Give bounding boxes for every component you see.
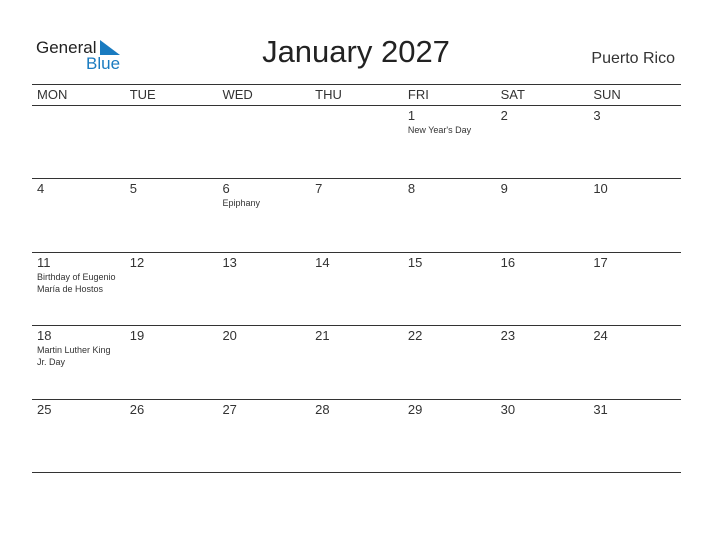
day-number: 15 bbox=[407, 254, 423, 270]
day-cell bbox=[403, 400, 496, 472]
day-number: 5 bbox=[129, 181, 137, 197]
day-cell bbox=[310, 106, 403, 178]
day-cell bbox=[32, 179, 125, 251]
day-number: 27 bbox=[222, 401, 237, 417]
day-number: 4 bbox=[37, 181, 45, 197]
day-cell bbox=[588, 326, 681, 398]
day-cell bbox=[217, 179, 310, 251]
holiday-label: Martin Luther King Jr. Day bbox=[37, 345, 111, 368]
day-cell bbox=[496, 326, 589, 398]
day-cell bbox=[217, 106, 310, 178]
day-cell bbox=[32, 326, 125, 398]
day-number: 30 bbox=[500, 401, 516, 417]
day-number: 24 bbox=[593, 328, 608, 344]
day-number: 14 bbox=[315, 254, 330, 270]
day-cell bbox=[217, 326, 310, 398]
holiday-label: Epiphany bbox=[222, 198, 260, 209]
day-cell bbox=[310, 253, 403, 325]
weekday-sat: SAT bbox=[500, 87, 525, 102]
day-cell bbox=[125, 106, 218, 178]
day-cell bbox=[496, 253, 589, 325]
holiday-label: Birthday of Eugenio María de Hostos bbox=[37, 271, 116, 294]
day-number: 3 bbox=[593, 108, 601, 123]
weekday-thu: THU bbox=[315, 87, 342, 102]
day-cell bbox=[403, 326, 496, 398]
day-cell bbox=[32, 106, 125, 178]
day-number: 8 bbox=[407, 181, 416, 197]
day-number: 29 bbox=[407, 401, 423, 417]
day-number: 26 bbox=[129, 401, 145, 417]
day-number: 22 bbox=[407, 328, 423, 344]
day-number: 31 bbox=[593, 401, 608, 417]
day-number: 13 bbox=[222, 254, 237, 270]
day-cell bbox=[125, 253, 218, 325]
day-cell bbox=[32, 400, 125, 472]
region-label: Puerto Rico bbox=[591, 50, 675, 67]
week-row bbox=[32, 179, 681, 252]
day-cell bbox=[32, 253, 125, 325]
weekday-fri: FRI bbox=[407, 87, 429, 102]
week-row bbox=[32, 326, 681, 399]
day-cell bbox=[310, 326, 403, 398]
day-cell bbox=[217, 253, 310, 325]
day-cell bbox=[125, 326, 218, 398]
day-number: 6 bbox=[222, 181, 230, 197]
day-number: 20 bbox=[222, 328, 237, 344]
day-cell bbox=[496, 179, 589, 251]
day-cell bbox=[588, 106, 681, 178]
day-cell bbox=[125, 400, 218, 472]
day-number: 1 bbox=[407, 108, 416, 123]
day-number: 12 bbox=[129, 254, 145, 270]
logo-text-general: General bbox=[36, 38, 97, 57]
day-cell bbox=[588, 400, 681, 472]
weekday-mon: MON bbox=[37, 87, 68, 102]
day-number: 16 bbox=[500, 254, 516, 270]
calendar-grid bbox=[32, 84, 681, 473]
holiday-label: New Year's Day bbox=[407, 125, 472, 135]
weekday-sun: SUN bbox=[593, 87, 621, 102]
weekday-tue: TUE bbox=[129, 87, 156, 102]
weekday-header bbox=[32, 84, 681, 106]
day-number: 25 bbox=[37, 401, 52, 417]
day-number: 11 bbox=[37, 254, 51, 270]
day-cell bbox=[403, 106, 496, 178]
calendar-title: January 2027 bbox=[262, 34, 450, 69]
day-cell bbox=[403, 179, 496, 251]
day-number: 17 bbox=[593, 254, 608, 270]
day-number: 23 bbox=[500, 328, 516, 344]
day-number: 19 bbox=[129, 328, 145, 344]
day-cell bbox=[496, 106, 589, 178]
day-cell bbox=[310, 400, 403, 472]
day-number: 2 bbox=[500, 108, 508, 123]
day-cell bbox=[496, 400, 589, 472]
day-cell bbox=[125, 179, 218, 251]
day-cell bbox=[310, 179, 403, 251]
day-cell bbox=[403, 253, 496, 325]
week-row bbox=[32, 400, 681, 473]
day-number: 28 bbox=[315, 401, 330, 417]
day-cell bbox=[588, 179, 681, 251]
day-number: 7 bbox=[315, 181, 323, 197]
day-number: 9 bbox=[500, 181, 508, 197]
day-number: 10 bbox=[593, 181, 608, 197]
weekday-wed: WED bbox=[222, 87, 253, 102]
day-cell bbox=[588, 253, 681, 325]
day-cell bbox=[217, 400, 310, 472]
day-number: 21 bbox=[315, 328, 330, 344]
day-number: 18 bbox=[37, 328, 52, 344]
logo-text-blue: Blue bbox=[86, 54, 121, 73]
week-row bbox=[32, 253, 681, 326]
week-row bbox=[32, 106, 681, 179]
